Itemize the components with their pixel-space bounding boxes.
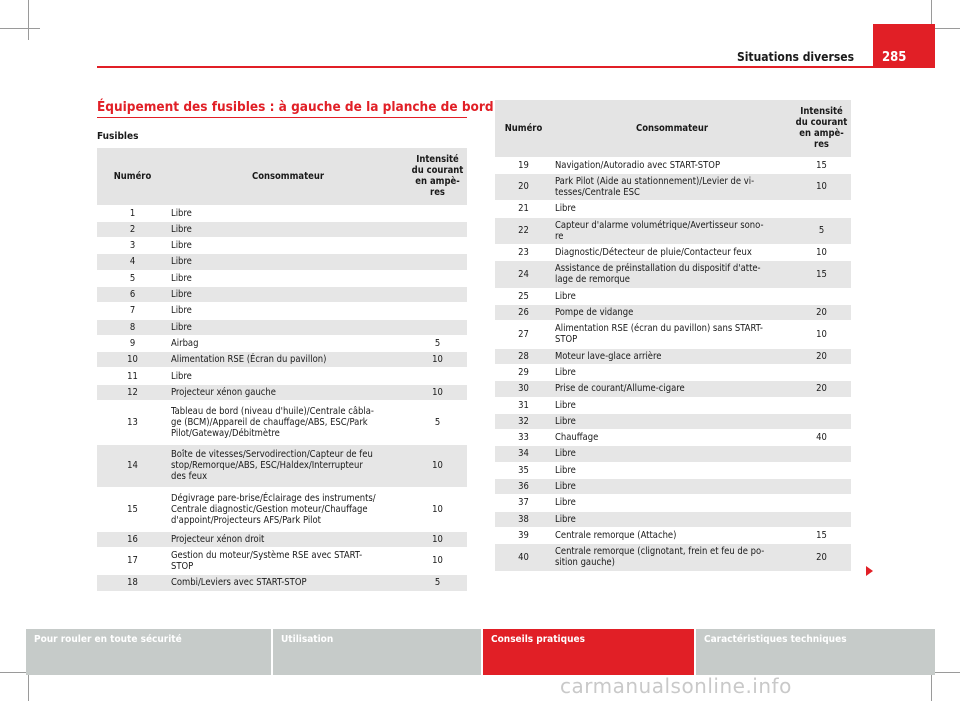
fuse-number: 1	[97, 205, 168, 221]
fuse-amperage: 15	[792, 157, 851, 173]
crop-mark	[0, 28, 40, 29]
fuse-number: 25	[495, 288, 552, 304]
fuse-amperage	[408, 254, 467, 270]
page-number: 285	[873, 24, 935, 68]
fuse-amperage: 20	[792, 544, 851, 571]
footer-tab-label: Pour rouler en toute sécurité	[34, 634, 182, 645]
subtitle: Fusibles	[97, 131, 139, 142]
table-row	[495, 173, 851, 200]
fuse-amperage	[792, 413, 851, 429]
table-row	[97, 303, 467, 319]
fuse-number: 14	[97, 444, 168, 488]
fuse-amperage: 20	[792, 381, 851, 397]
fuse-amperage	[792, 288, 851, 304]
fuse-amperage	[408, 238, 467, 254]
table-row	[97, 547, 467, 574]
fuse-consumer: Libre	[168, 319, 408, 335]
fuse-consumer: Projecteur xénon gauche	[168, 384, 408, 400]
table-row	[97, 368, 467, 384]
fuse-amperage	[408, 286, 467, 302]
fuse-number: 4	[97, 254, 168, 270]
table-row	[495, 544, 851, 571]
fuse-consumer: Alimentation RSE (Écran du pavillon)	[168, 352, 408, 368]
footer-tab-label: Utilisation	[281, 634, 334, 645]
fuse-number: 23	[495, 244, 552, 260]
fuse-amperage: 15	[792, 527, 851, 543]
fuse-consumer: Alimentation RSE (écran du pavillon) sans START- STOP	[552, 321, 792, 348]
fuse-amperage: 10	[792, 321, 851, 348]
fuse-amperage: 10	[408, 531, 467, 547]
fuse-amperage: 20	[792, 304, 851, 320]
fuse-number: 13	[97, 401, 168, 445]
fuse-amperage	[408, 303, 467, 319]
table-row	[495, 462, 851, 478]
footer-tab-securite[interactable]	[26, 629, 271, 675]
header-amperage: Intensité du courant en ampè- res	[792, 100, 851, 157]
fuse-number: 29	[495, 364, 552, 380]
table-row	[495, 446, 851, 462]
header-number: Numéro	[495, 100, 552, 157]
fuse-number: 34	[495, 446, 552, 462]
fuse-consumer: Libre	[168, 286, 408, 302]
fuse-number: 6	[97, 286, 168, 302]
table-row	[495, 511, 851, 527]
fuse-number: 37	[495, 495, 552, 511]
fuse-number: 36	[495, 478, 552, 494]
fuse-number: 40	[495, 544, 552, 571]
fuse-amperage	[792, 397, 851, 413]
fuse-number: 16	[97, 531, 168, 547]
table-row	[495, 430, 851, 446]
fuse-consumer: Libre	[168, 368, 408, 384]
fuse-consumer: Libre	[552, 446, 792, 462]
fuse-number: 27	[495, 321, 552, 348]
fuse-amperage: 5	[408, 401, 467, 445]
fuse-consumer: Combi/Leviers avec START-STOP	[168, 575, 408, 591]
fuse-consumer: Airbag	[168, 335, 408, 351]
fuse-consumer: Libre	[552, 397, 792, 413]
fuse-number: 35	[495, 462, 552, 478]
table-row	[97, 575, 467, 591]
fuse-consumer: Libre	[168, 254, 408, 270]
footer-tab-utilisation[interactable]	[273, 629, 481, 675]
table-row	[495, 527, 851, 543]
table-row	[97, 286, 467, 302]
table-row	[495, 217, 851, 244]
fuse-amperage	[792, 201, 851, 217]
fuse-consumer: Libre	[552, 495, 792, 511]
fuse-number: 15	[97, 488, 168, 532]
fuse-amperage: 10	[408, 352, 467, 368]
header-consumer: Consommateur	[552, 100, 792, 157]
fuse-number: 31	[495, 397, 552, 413]
table-row	[495, 288, 851, 304]
table-row	[495, 495, 851, 511]
fuse-number: 7	[97, 303, 168, 319]
table-row	[97, 488, 467, 532]
table-row	[97, 352, 467, 368]
fuse-amperage	[792, 478, 851, 494]
fuse-consumer: Tableau de bord (niveau d'huile)/Centrale câbla- ge (BCM)/Appareil de chauffage/ABS, ESC/Park Pilot/Gateway/Débitmètre	[168, 401, 408, 445]
fuse-consumer: Dégivrage pare-brise/Éclairage des instruments/ Centrale diagnostic/Gestion moteur/Chauffage d'appoint/Projecteurs AFS/Park Pilot	[168, 488, 408, 532]
fuse-amperage: 5	[408, 575, 467, 591]
fuse-consumer: Centrale remorque (clignotant, frein et feu de po- sition gauche)	[552, 544, 792, 571]
fuse-amperage: 10	[792, 173, 851, 200]
footer-tab-label: Caractéristiques techniques	[704, 634, 847, 645]
table-row	[97, 221, 467, 237]
fuse-amperage: 20	[792, 348, 851, 364]
header-rule	[97, 66, 935, 68]
footer-tab-label: Conseils pratiques	[491, 634, 585, 645]
fuse-table-left	[97, 148, 467, 592]
fuse-number: 22	[495, 217, 552, 244]
header-number: Numéro	[97, 148, 168, 205]
fuse-amperage: 10	[408, 384, 467, 400]
fuse-number: 17	[97, 547, 168, 574]
fuse-consumer: Pompe de vidange	[552, 304, 792, 320]
fuse-amperage: 10	[792, 244, 851, 260]
fuse-amperage	[792, 446, 851, 462]
table-row	[495, 381, 851, 397]
fuse-amperage	[792, 462, 851, 478]
fuse-number: 33	[495, 430, 552, 446]
fuse-consumer: Boîte de vitesses/Servodirection/Capteur de feu stop/Remorque/ABS, ESC/Haldex/Interrupteur des feux	[168, 444, 408, 488]
table-row	[97, 270, 467, 286]
table-row	[495, 478, 851, 494]
header-amperage: Intensité du courant en ampè- res	[408, 148, 467, 205]
fuse-number: 8	[97, 319, 168, 335]
table-row	[97, 384, 467, 400]
table-row	[495, 304, 851, 320]
table-row	[495, 364, 851, 380]
table-row	[495, 244, 851, 260]
table-row	[97, 238, 467, 254]
fuse-number: 10	[97, 352, 168, 368]
fuse-consumer: Libre	[168, 270, 408, 286]
table-row	[97, 254, 467, 270]
fuse-consumer: Projecteur xénon droit	[168, 531, 408, 547]
table-row	[97, 531, 467, 547]
fuse-amperage: 10	[408, 488, 467, 532]
fuse-consumer: Navigation/Autoradio avec START-STOP	[552, 157, 792, 173]
fuse-amperage	[408, 205, 467, 221]
fuse-consumer: Park Pilot (Aide au stationnement)/Levier de vi- tesses/Centrale ESC	[552, 173, 792, 200]
fuse-amperage	[408, 221, 467, 237]
fuse-consumer: Libre	[168, 205, 408, 221]
triangle-right-icon	[866, 566, 873, 576]
footer-tab-conseils[interactable]	[483, 629, 694, 675]
table-row	[495, 321, 851, 348]
fuse-consumer: Capteur d'alarme volumétrique/Avertisseur sono- re	[552, 217, 792, 244]
table-row	[97, 335, 467, 351]
fuse-amperage	[408, 270, 467, 286]
fuse-consumer: Libre	[168, 303, 408, 319]
fuse-number: 30	[495, 381, 552, 397]
fuse-number: 11	[97, 368, 168, 384]
table-row	[97, 319, 467, 335]
table-row	[495, 397, 851, 413]
fuse-amperage: 10	[408, 444, 467, 488]
table-row	[495, 413, 851, 429]
fuse-number: 39	[495, 527, 552, 543]
table-row	[495, 201, 851, 217]
fuse-consumer: Libre	[552, 201, 792, 217]
fuse-number: 9	[97, 335, 168, 351]
table-row	[495, 157, 851, 173]
section-rule	[97, 117, 467, 118]
watermark: carmanualsonline.info	[560, 674, 792, 698]
table-row	[97, 401, 467, 445]
fuse-consumer: Libre	[168, 238, 408, 254]
fuse-number: 24	[495, 261, 552, 288]
fuse-consumer: Libre	[552, 364, 792, 380]
header-consumer: Consommateur	[168, 148, 408, 205]
fuse-number: 5	[97, 270, 168, 286]
fuse-amperage: 5	[792, 217, 851, 244]
fuse-number: 2	[97, 221, 168, 237]
section-title: Équipement des fusibles : à gauche de la planche de bord	[97, 99, 494, 115]
fuse-consumer: Libre	[552, 288, 792, 304]
fuse-consumer: Libre	[552, 413, 792, 429]
fuse-amperage: 15	[792, 261, 851, 288]
footer-tab-caracteristiques[interactable]	[696, 629, 935, 675]
fuse-amperage: 5	[408, 335, 467, 351]
table-row	[495, 261, 851, 288]
fuse-number: 12	[97, 384, 168, 400]
fuse-consumer: Chauffage	[552, 430, 792, 446]
fuse-number: 21	[495, 201, 552, 217]
fuse-consumer: Centrale remorque (Attache)	[552, 527, 792, 543]
fuse-consumer: Gestion du moteur/Système RSE avec START- STOP	[168, 547, 408, 574]
fuse-amperage	[792, 511, 851, 527]
fuse-consumer: Libre	[552, 511, 792, 527]
table-row	[97, 205, 467, 221]
fuse-amperage	[792, 364, 851, 380]
fuse-number: 19	[495, 157, 552, 173]
fuse-number: 32	[495, 413, 552, 429]
fuse-amperage: 40	[792, 430, 851, 446]
fuse-number: 26	[495, 304, 552, 320]
fuse-table-right	[495, 100, 851, 572]
fuse-consumer: Libre	[552, 462, 792, 478]
fuse-amperage	[408, 368, 467, 384]
fuse-number: 3	[97, 238, 168, 254]
page-header-title: Situations diverses	[736, 50, 854, 64]
crop-mark	[28, 0, 29, 40]
fuse-consumer: Assistance de préinstallation du dispositif d'atte- lage de remorque	[552, 261, 792, 288]
fuse-number: 20	[495, 173, 552, 200]
fuse-consumer: Moteur lave-glace arrière	[552, 348, 792, 364]
fuse-number: 18	[97, 575, 168, 591]
table-row	[97, 444, 467, 488]
fuse-number: 38	[495, 511, 552, 527]
fuse-amperage	[408, 319, 467, 335]
fuse-consumer: Libre	[552, 478, 792, 494]
fuse-amperage	[792, 495, 851, 511]
fuse-amperage: 10	[408, 547, 467, 574]
table-row	[495, 348, 851, 364]
fuse-consumer: Prise de courant/Allume-cigare	[552, 381, 792, 397]
fuse-consumer: Libre	[168, 221, 408, 237]
fuse-consumer: Diagnostic/Détecteur de pluie/Contacteur feux	[552, 244, 792, 260]
fuse-number: 28	[495, 348, 552, 364]
